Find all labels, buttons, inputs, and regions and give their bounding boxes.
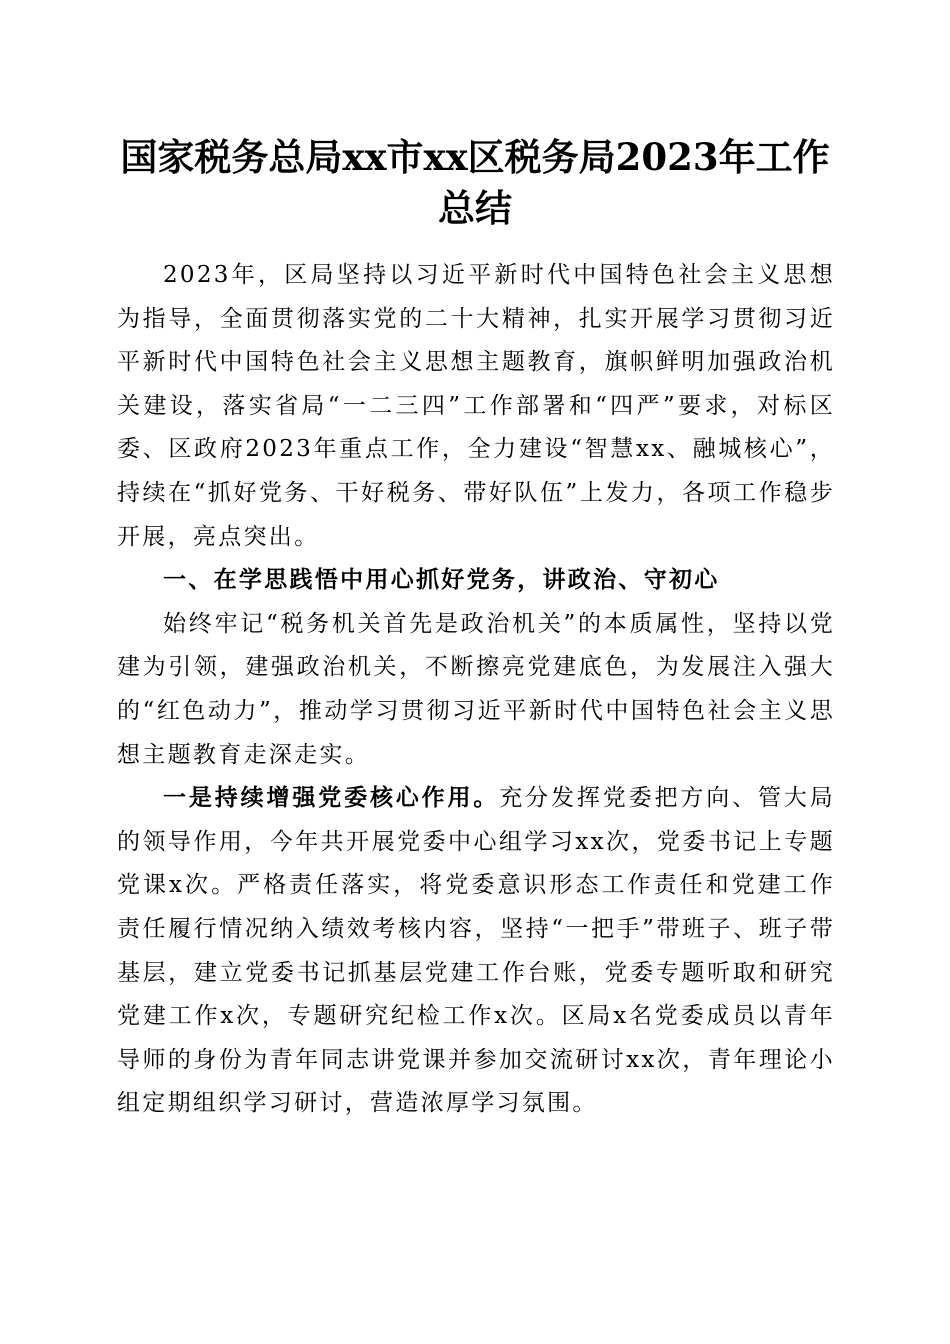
document-body <box>117 254 835 1126</box>
point-1-lead: 一是持续增强党委核心作用。 <box>163 785 500 812</box>
point-1-paragraph <box>117 777 835 1126</box>
section-1-paragraph: 始终牢记“税务机关首先是政治机关”的本质属性，坚持以党建为引领，建强政治机关，不断擦亮党建底色，为发展注入强大的“红色动力”，推动学习贯彻习近平新时代中国特色社会主义思想主题教育走深走实。 <box>117 610 835 768</box>
point-1-body: 充分发挥党委把方向、管大局的领导作用，今年共开展党委中心组学习xx次，党委书记上专题党课x次。严格责任落实，将党委意识形态工作责任和党建工作责任履行情况纳入绩效考核内容，坚持“一把手”带班子、班子带基层，建立党委书记抓基层党建工作台账，党委专题听取和研究党建工作x次，专题研究纪检工作x次。区局x名党委成员以青年导师的身份为青年同志讲党课并参加交流研讨xx次，青年理论小组定期组织学习研讨，营造浓厚学习氛围。 <box>117 785 835 1117</box>
document-title <box>110 132 840 234</box>
title-line-2: 总结 <box>438 186 512 230</box>
section-heading-1: 一、在学思践悟中用心抓好党务，讲政治、守初心 <box>163 567 720 594</box>
intro-paragraph: 2023年，区局坚持以习近平新时代中国特色社会主义思想为指导，全面贯彻落实党的二十大精神，扎实开展学习贯彻习近平新时代中国特色社会主义思想主题教育，旗帜鲜明加强政治机关建设，落实省局“一二三四”工作部署和“四严”要求，对标区委、区政府2023年重点工作，全力建设“智慧xx、融城核心”，持续在“抓好党务、干好税务、带好队伍”上发力，各项工作稳步开展，亮点突出。 <box>117 262 835 550</box>
title-line-1: 国家税务总局xx市xx区税务局2023年工作 <box>120 135 830 179</box>
